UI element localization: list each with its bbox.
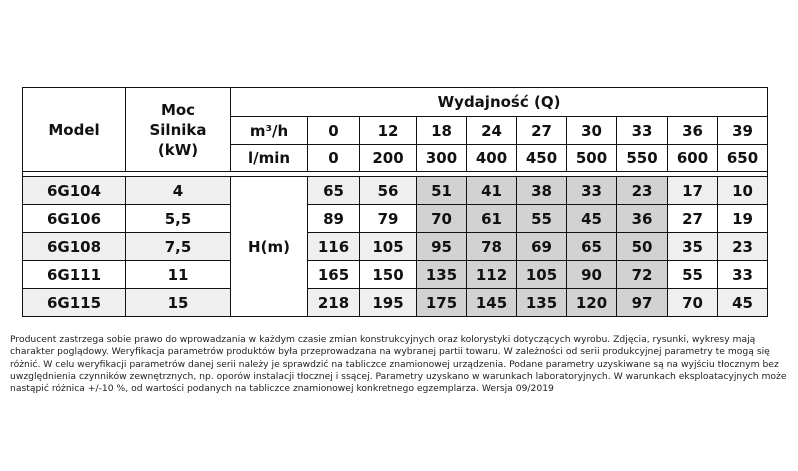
power-cell: 11 — [126, 261, 231, 289]
head-value-cell: 70 — [668, 289, 718, 317]
flow-m3h-cell: 24 — [467, 117, 517, 145]
head-label-cell: H(m) — [231, 177, 308, 317]
head-value-cell: 175 — [417, 289, 467, 317]
head-value-cell: 19 — [718, 205, 768, 233]
flow-m3h-cell: 36 — [668, 117, 718, 145]
head-value-cell: 33 — [718, 261, 768, 289]
head-value-cell: 23 — [718, 233, 768, 261]
model-cell: 6G104 — [23, 177, 126, 205]
disclaimer-footnote: Producent zastrzega sobie prawo do wprowadzania w każdym czasie zmian konstrukcyjnych oraz kolorystyki dotyczących wyrobu. Zdjęcia, rysunki, wykresy mają charakter poglądowy. Weryfikacja parametrów produktów była przeprowadzana na wybranej partii towaru. W zależności od serii produkcyjnej parametry te mogą się różnić. W celu weryfikacji parametrów danej serii należy je sprawdzić na tabliczce znamionowej urządzenia. Podane parametry uzyskiwane są na wyjściu tłocznym bez uwzględnienia czynników zewnętrznych, np. oporów instalacji tłocznej i ssącej. Parametry uzyskano w warunkach laboratoryjnych. W warunkach eksploatacyjnych może nastąpić różnica +/-10 %, od wartości podanych na tabliczce znamionowej konkretnego egzemplarza. Wersja 09/2019 — [10, 334, 787, 395]
head-value-cell: 55 — [517, 205, 567, 233]
head-value-cell: 218 — [308, 289, 360, 317]
power-cell: 5,5 — [126, 205, 231, 233]
table-row — [23, 233, 768, 261]
head-value-cell: 150 — [360, 261, 417, 289]
flow-m3h-cell: 12 — [360, 117, 417, 145]
flow-m3h-cell: 18 — [417, 117, 467, 145]
head-value-cell: 69 — [517, 233, 567, 261]
model-cell: 6G115 — [23, 289, 126, 317]
flow-m3h-cell: 0 — [308, 117, 360, 145]
head-value-cell: 41 — [467, 177, 517, 205]
model-cell: 6G111 — [23, 261, 126, 289]
flow-lmin-cell: 550 — [617, 145, 668, 172]
head-value-cell: 65 — [567, 233, 617, 261]
flow-header: Wydajność (Q) — [231, 88, 768, 117]
head-value-cell: 79 — [360, 205, 417, 233]
table-row — [23, 289, 768, 317]
flow-lmin-cell: 200 — [360, 145, 417, 172]
head-value-cell: 97 — [617, 289, 668, 317]
head-value-cell: 145 — [467, 289, 517, 317]
flow-lmin-cell: 450 — [517, 145, 567, 172]
power-column-header: Moc Silnika (kW) — [126, 88, 231, 172]
flow-lmin-cell: 600 — [668, 145, 718, 172]
head-value-cell: 90 — [567, 261, 617, 289]
head-value-cell: 135 — [417, 261, 467, 289]
head-value-cell: 56 — [360, 177, 417, 205]
head-value-cell: 72 — [617, 261, 668, 289]
unit-m3h-label: m³/h — [231, 117, 308, 145]
head-value-cell: 38 — [517, 177, 567, 205]
power-cell: 4 — [126, 177, 231, 205]
head-value-cell: 105 — [517, 261, 567, 289]
flow-m3h-cell: 33 — [617, 117, 668, 145]
head-value-cell: 33 — [567, 177, 617, 205]
head-value-cell: 195 — [360, 289, 417, 317]
head-value-cell: 55 — [668, 261, 718, 289]
head-value-cell: 105 — [360, 233, 417, 261]
power-cell: 15 — [126, 289, 231, 317]
flow-lmin-cell: 300 — [417, 145, 467, 172]
model-cell: 6G106 — [23, 205, 126, 233]
head-value-cell: 23 — [617, 177, 668, 205]
flow-lmin-cell: 650 — [718, 145, 768, 172]
pump-spec-table — [22, 87, 768, 317]
head-value-cell: 135 — [517, 289, 567, 317]
head-value-cell: 165 — [308, 261, 360, 289]
head-value-cell: 120 — [567, 289, 617, 317]
head-value-cell: 112 — [467, 261, 517, 289]
head-value-cell: 78 — [467, 233, 517, 261]
table-row — [23, 261, 768, 289]
power-cell: 7,5 — [126, 233, 231, 261]
table-row — [23, 205, 768, 233]
flow-lmin-cell: 500 — [567, 145, 617, 172]
table-row — [23, 177, 768, 205]
head-value-cell: 35 — [668, 233, 718, 261]
head-value-cell: 95 — [417, 233, 467, 261]
head-value-cell: 51 — [417, 177, 467, 205]
unit-lmin-label: l/min — [231, 145, 308, 172]
head-value-cell: 45 — [567, 205, 617, 233]
head-value-cell: 45 — [718, 289, 768, 317]
head-value-cell: 50 — [617, 233, 668, 261]
head-value-cell: 116 — [308, 233, 360, 261]
flow-m3h-cell: 30 — [567, 117, 617, 145]
flow-lmin-cell: 0 — [308, 145, 360, 172]
head-value-cell: 70 — [417, 205, 467, 233]
flow-lmin-cell: 400 — [467, 145, 517, 172]
head-value-cell: 61 — [467, 205, 517, 233]
model-cell: 6G108 — [23, 233, 126, 261]
head-value-cell: 89 — [308, 205, 360, 233]
table-body — [23, 177, 768, 317]
flow-m3h-cell: 27 — [517, 117, 567, 145]
head-value-cell: 65 — [308, 177, 360, 205]
flow-m3h-cell: 39 — [718, 117, 768, 145]
head-value-cell: 27 — [668, 205, 718, 233]
head-value-cell: 17 — [668, 177, 718, 205]
model-column-header: Model — [23, 88, 126, 172]
head-value-cell: 36 — [617, 205, 668, 233]
head-value-cell: 10 — [718, 177, 768, 205]
